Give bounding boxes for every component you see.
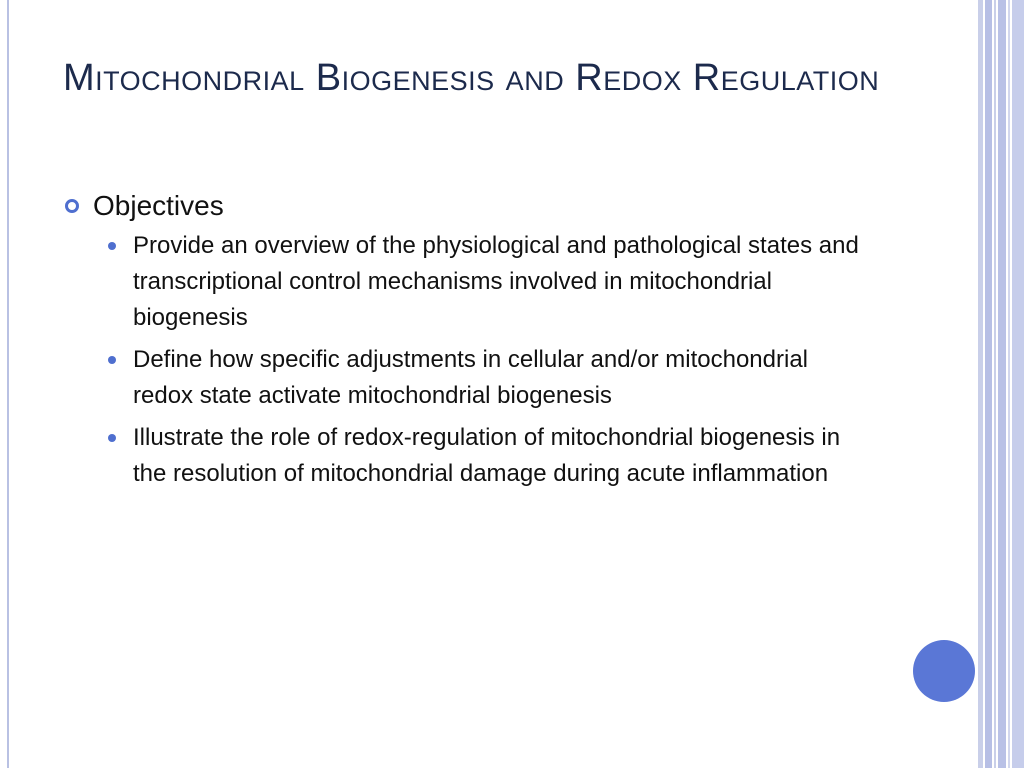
objectives-heading [64,188,864,224]
slide-title: Mitochondrial Biogenesis and Redox Regulation [63,57,880,99]
list-item-text: Provide an overview of the physiological and pathological states and transcriptional control mechanisms involved in mitochondrial biogenesis [133,232,859,331]
list-item [106,420,864,492]
list-item-text: Define how specific adjustments in cellular and/or mitochondrial redox state activate mitochondrial biogenesis [133,346,808,409]
objectives-label: Objectives [93,190,224,221]
right-stripe [998,0,1006,768]
right-stripe [1008,0,1010,768]
list-item-text: Illustrate the role of redox-regulation of mitochondrial biogenesis in the resolution of mitochondrial damage during acute inflammation [133,424,841,487]
right-stripe [978,0,983,768]
objectives-list [64,228,864,492]
list-item [106,228,864,336]
decorative-circle [913,640,975,702]
dot-bullet-icon [108,242,116,250]
right-stripe [1012,0,1024,768]
dot-bullet-icon [108,434,116,442]
ring-bullet-icon [65,199,79,213]
right-stripe [985,0,992,768]
list-item [106,342,864,414]
slide-content [64,188,864,498]
right-stripe [994,0,996,768]
left-border-line [7,0,9,768]
dot-bullet-icon [108,356,116,364]
